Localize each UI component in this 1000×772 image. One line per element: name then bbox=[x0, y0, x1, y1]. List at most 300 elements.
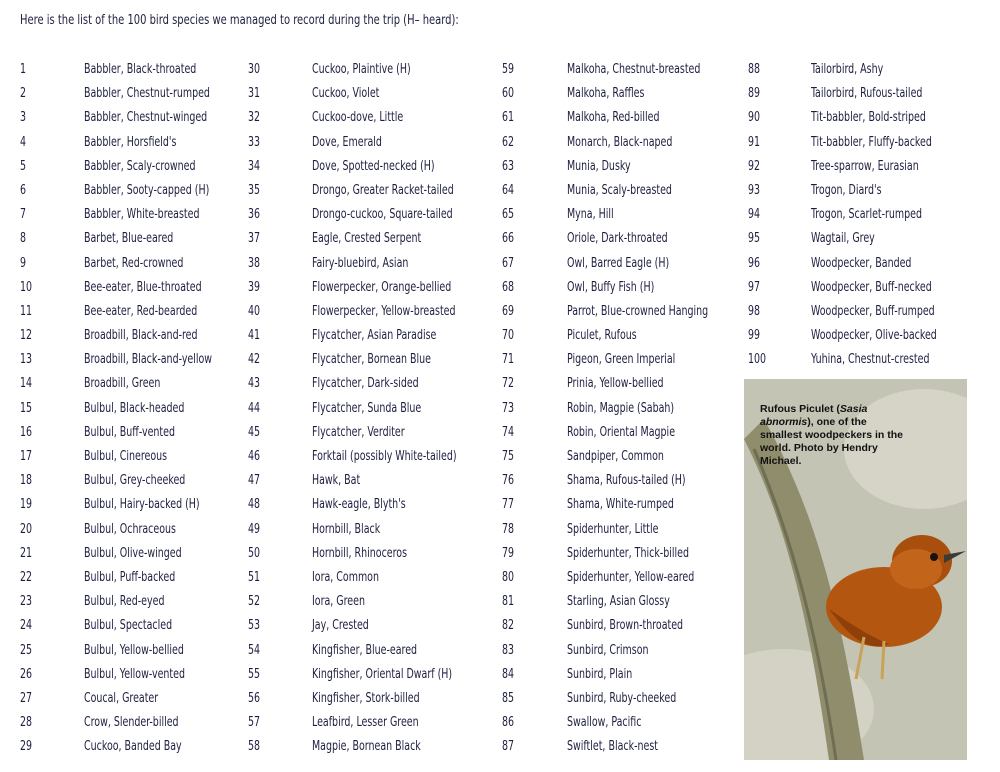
species-row bbox=[20, 251, 184, 275]
species-row bbox=[502, 638, 649, 662]
species-row bbox=[20, 178, 210, 202]
species-name: Parrot, Blue-crowned Hanging bbox=[567, 302, 709, 319]
species-number: 23 bbox=[20, 593, 33, 610]
rufous-piculet-photo bbox=[744, 379, 967, 760]
species-name: Bulbul, Grey-cheeked bbox=[84, 472, 186, 489]
species-row bbox=[748, 323, 937, 347]
species-name: Crow, Slender-billed bbox=[84, 714, 179, 731]
species-row bbox=[20, 686, 159, 710]
species-name: Bee-eater, Blue-throated bbox=[84, 278, 202, 295]
species-name: Flycatcher, Asian Paradise bbox=[312, 327, 437, 344]
species-name: Hornbill, Rhinoceros bbox=[312, 544, 408, 561]
species-row bbox=[502, 299, 709, 323]
species-row bbox=[502, 202, 614, 226]
species-name: Bulbul, Puff-backed bbox=[84, 568, 176, 585]
species-number: 63 bbox=[502, 157, 515, 174]
species-row bbox=[20, 396, 185, 420]
species-name: Babbler, Black-throated bbox=[84, 61, 197, 77]
species-number: 68 bbox=[502, 278, 515, 295]
species-name: Oriole, Dark-throated bbox=[567, 230, 668, 247]
species-row bbox=[248, 517, 381, 541]
species-number: 24 bbox=[20, 617, 33, 634]
species-name: Tit-babbler, Fluffy-backed bbox=[811, 133, 932, 150]
species-name: Robin, Oriental Magpie bbox=[567, 423, 676, 440]
species-row bbox=[748, 105, 926, 129]
species-number: 8 bbox=[20, 230, 27, 247]
species-number: 89 bbox=[748, 85, 761, 102]
species-row bbox=[248, 251, 409, 275]
species-number: 76 bbox=[502, 472, 515, 489]
species-row bbox=[502, 226, 668, 250]
species-number: 28 bbox=[20, 714, 33, 731]
species-name: Yuhina, Chestnut-crested bbox=[811, 351, 930, 368]
species-name: Bee-eater, Red-bearded bbox=[84, 302, 198, 319]
species-name: Spiderhunter, Yellow-eared bbox=[567, 568, 695, 585]
species-number: 44 bbox=[248, 399, 261, 416]
species-name: Starling, Asian Glossy bbox=[567, 593, 670, 610]
species-row bbox=[502, 734, 658, 758]
species-name: Bulbul, Yellow-vented bbox=[84, 665, 185, 682]
species-name: Bulbul, Cinereous bbox=[84, 448, 168, 464]
species-name: Flycatcher, Verditer bbox=[312, 423, 405, 440]
species-name: Trogon, Scarlet-rumped bbox=[811, 206, 923, 223]
species-number: 55 bbox=[248, 665, 261, 682]
species-row bbox=[248, 541, 408, 565]
species-number: 83 bbox=[502, 641, 515, 658]
species-number: 67 bbox=[502, 254, 515, 271]
species-name: Babbler, Chestnut-winged bbox=[84, 109, 208, 126]
species-name: Munia, Dusky bbox=[567, 157, 631, 174]
species-row bbox=[20, 517, 176, 541]
species-row bbox=[748, 154, 919, 178]
species-row bbox=[20, 541, 182, 565]
caption-text-before: Rufous Piculet ( bbox=[760, 403, 840, 415]
species-number: 29 bbox=[20, 738, 33, 755]
species-row bbox=[502, 154, 631, 178]
species-number: 39 bbox=[248, 278, 261, 295]
species-number: 92 bbox=[748, 157, 761, 174]
species-name: Bulbul, Spectacled bbox=[84, 617, 173, 634]
species-number: 33 bbox=[248, 133, 261, 150]
species-number: 47 bbox=[248, 472, 261, 489]
species-number: 66 bbox=[502, 230, 515, 247]
species-number: 93 bbox=[748, 181, 761, 198]
species-name: Piculet, Rufous bbox=[567, 327, 637, 344]
species-column bbox=[748, 57, 937, 371]
species-row bbox=[502, 662, 633, 686]
species-number: 74 bbox=[502, 423, 515, 440]
species-name: Cuckoo, Banded Bay bbox=[84, 738, 182, 755]
species-number: 73 bbox=[502, 399, 515, 416]
species-number: 2 bbox=[20, 85, 27, 102]
species-number: 15 bbox=[20, 399, 33, 416]
species-number: 65 bbox=[502, 206, 515, 223]
species-name: Shama, White-rumped bbox=[567, 496, 674, 513]
species-number: 34 bbox=[248, 157, 261, 174]
species-row bbox=[748, 57, 884, 81]
species-number: 27 bbox=[20, 689, 33, 706]
species-row bbox=[502, 323, 637, 347]
species-number: 90 bbox=[748, 109, 761, 126]
species-row bbox=[248, 613, 369, 637]
species-name: Hawk, Bat bbox=[312, 472, 361, 489]
species-row bbox=[748, 178, 882, 202]
species-row bbox=[748, 275, 932, 299]
species-number: 64 bbox=[502, 181, 515, 198]
species-number: 21 bbox=[20, 544, 33, 561]
species-row bbox=[20, 226, 174, 250]
species-row bbox=[502, 589, 670, 613]
species-name: Hawk-eagle, Blyth's bbox=[312, 496, 406, 513]
species-row bbox=[248, 57, 411, 81]
species-name: Owl, Barred Eagle (H) bbox=[567, 254, 670, 271]
species-number: 62 bbox=[502, 133, 515, 150]
species-number: 36 bbox=[248, 206, 261, 223]
species-row bbox=[748, 251, 912, 275]
species-name: Bulbul, Red-eyed bbox=[84, 593, 165, 610]
species-row bbox=[20, 662, 185, 686]
species-number: 43 bbox=[248, 375, 261, 392]
species-name: Magpie, Bornean Black bbox=[312, 738, 421, 755]
species-number: 84 bbox=[502, 665, 515, 682]
species-row bbox=[748, 81, 923, 105]
species-row bbox=[248, 734, 421, 758]
species-row bbox=[20, 275, 202, 299]
species-row bbox=[248, 710, 419, 734]
species-row bbox=[248, 589, 365, 613]
species-number: 37 bbox=[248, 230, 261, 247]
species-number: 12 bbox=[20, 327, 33, 344]
species-number: 82 bbox=[502, 617, 515, 634]
species-row bbox=[502, 565, 695, 589]
species-number: 19 bbox=[20, 496, 33, 513]
species-number: 18 bbox=[20, 472, 33, 489]
species-name: Tit-babbler, Bold-striped bbox=[811, 109, 926, 126]
species-number: 20 bbox=[20, 520, 33, 537]
species-row bbox=[248, 105, 404, 129]
species-row bbox=[20, 81, 210, 105]
species-number: 11 bbox=[20, 302, 33, 319]
species-row bbox=[20, 57, 197, 81]
species-number: 75 bbox=[502, 448, 515, 464]
species-name: Trogon, Diard's bbox=[811, 181, 882, 198]
species-name: Cuckoo-dove, Little bbox=[312, 109, 404, 126]
species-number: 81 bbox=[502, 593, 515, 610]
species-name: Babbler, Sooty-capped (H) bbox=[84, 181, 210, 198]
species-name: Pigeon, Green Imperial bbox=[567, 351, 676, 368]
species-row bbox=[748, 202, 923, 226]
species-number: 71 bbox=[502, 351, 515, 368]
species-column bbox=[20, 57, 213, 758]
species-row bbox=[20, 420, 175, 444]
species-name: Dove, Spotted-necked (H) bbox=[312, 157, 435, 174]
species-name: Sunbird, Crimson bbox=[567, 641, 649, 658]
species-name: Flycatcher, Dark-sided bbox=[312, 375, 419, 392]
species-number: 48 bbox=[248, 496, 261, 513]
species-row bbox=[248, 347, 431, 371]
species-number: 3 bbox=[20, 109, 27, 126]
species-row bbox=[20, 492, 200, 516]
species-row bbox=[20, 154, 196, 178]
species-name: Iora, Green bbox=[312, 593, 365, 610]
species-name: Kingfisher, Oriental Dwarf (H) bbox=[312, 665, 453, 682]
species-number: 35 bbox=[248, 181, 261, 198]
species-row bbox=[20, 299, 198, 323]
species-row bbox=[502, 275, 655, 299]
species-name: Dove, Emerald bbox=[312, 133, 382, 150]
species-name: Babbler, Horsfield's bbox=[84, 133, 177, 150]
species-number: 42 bbox=[248, 351, 261, 368]
species-number: 86 bbox=[502, 714, 515, 731]
species-row bbox=[20, 105, 208, 129]
species-row bbox=[248, 154, 435, 178]
species-name: Owl, Buffy Fish (H) bbox=[567, 278, 655, 295]
species-row bbox=[748, 130, 932, 154]
species-number: 31 bbox=[248, 85, 261, 102]
species-name: Woodpecker, Olive-backed bbox=[811, 327, 937, 344]
species-number: 9 bbox=[20, 254, 27, 271]
species-row bbox=[748, 226, 875, 250]
species-row bbox=[502, 347, 676, 371]
species-name: Iora, Common bbox=[312, 568, 379, 585]
species-row bbox=[502, 371, 664, 395]
species-number: 60 bbox=[502, 85, 515, 102]
species-row bbox=[20, 444, 168, 468]
species-row bbox=[248, 226, 422, 250]
species-number: 7 bbox=[20, 206, 27, 223]
species-name: Swiftlet, Black-nest bbox=[567, 738, 658, 755]
species-number: 95 bbox=[748, 230, 761, 247]
species-name: Spiderhunter, Thick-billed bbox=[567, 544, 689, 561]
species-number: 69 bbox=[502, 302, 515, 319]
species-row bbox=[248, 662, 453, 686]
species-row bbox=[20, 202, 200, 226]
species-number: 49 bbox=[248, 520, 261, 537]
species-number: 22 bbox=[20, 568, 33, 585]
species-row bbox=[20, 347, 213, 371]
species-name: Babbler, Scaly-crowned bbox=[84, 157, 196, 174]
species-name: Malkoha, Raffles bbox=[567, 85, 645, 102]
species-name: Prinia, Yellow-bellied bbox=[567, 375, 664, 392]
species-number: 88 bbox=[748, 61, 761, 77]
species-row bbox=[502, 492, 674, 516]
species-name: Spiderhunter, Little bbox=[567, 520, 659, 537]
species-number: 54 bbox=[248, 641, 261, 658]
species-number: 10 bbox=[20, 278, 33, 295]
species-number: 94 bbox=[748, 206, 761, 223]
species-row bbox=[20, 589, 165, 613]
species-number: 41 bbox=[248, 327, 261, 344]
species-name: Kingfisher, Blue-eared bbox=[312, 641, 418, 658]
species-row bbox=[502, 613, 684, 637]
species-row bbox=[748, 347, 930, 371]
species-row bbox=[502, 105, 660, 129]
species-number: 6 bbox=[20, 181, 27, 198]
species-number: 57 bbox=[248, 714, 261, 731]
species-row bbox=[502, 541, 689, 565]
species-number: 17 bbox=[20, 448, 33, 464]
species-name: Leafbird, Lesser Green bbox=[312, 714, 419, 731]
species-row bbox=[502, 251, 670, 275]
species-number: 91 bbox=[748, 133, 761, 150]
species-row bbox=[248, 396, 422, 420]
species-number: 87 bbox=[502, 738, 515, 755]
species-name: Eagle, Crested Serpent bbox=[312, 230, 422, 247]
species-row bbox=[502, 686, 677, 710]
species-row bbox=[20, 613, 173, 637]
species-number: 58 bbox=[248, 738, 261, 755]
species-name: Drongo-cuckoo, Square-tailed bbox=[312, 206, 453, 223]
species-number: 56 bbox=[248, 689, 261, 706]
species-name: Fairy-bluebird, Asian bbox=[312, 254, 409, 271]
species-row bbox=[502, 444, 664, 468]
species-name: Tailorbird, Ashy bbox=[811, 61, 884, 77]
species-number: 13 bbox=[20, 351, 33, 368]
species-name: Malkoha, Chestnut-breasted bbox=[567, 61, 701, 77]
species-number: 53 bbox=[248, 617, 261, 634]
species-row bbox=[20, 710, 179, 734]
species-number: 50 bbox=[248, 544, 261, 561]
species-name: Woodpecker, Banded bbox=[811, 254, 912, 271]
species-row bbox=[248, 202, 453, 226]
species-name: Wagtail, Grey bbox=[811, 230, 875, 247]
species-name: Munia, Scaly-breasted bbox=[567, 181, 672, 198]
species-number: 85 bbox=[502, 689, 515, 706]
species-row bbox=[20, 638, 184, 662]
species-row bbox=[248, 638, 418, 662]
species-name: Bulbul, Hairy-backed (H) bbox=[84, 496, 200, 513]
species-row bbox=[248, 492, 406, 516]
species-row bbox=[248, 468, 361, 492]
species-name: Forktail (possibly White-tailed) bbox=[312, 448, 457, 464]
intro-text: Here is the list of the 100 bird species we managed to record during the trip (H– heard): bbox=[20, 12, 459, 28]
species-row bbox=[502, 710, 642, 734]
species-name: Bulbul, Ochraceous bbox=[84, 520, 176, 537]
species-name: Drongo, Greater Racket-tailed bbox=[312, 181, 454, 198]
species-name: Babbler, White-breasted bbox=[84, 206, 200, 223]
species-number: 26 bbox=[20, 665, 33, 682]
species-name: Kingfisher, Stork-billed bbox=[312, 689, 420, 706]
species-row bbox=[20, 130, 177, 154]
species-number: 59 bbox=[502, 61, 515, 77]
species-row bbox=[248, 275, 452, 299]
species-name: Broadbill, Green bbox=[84, 375, 161, 392]
species-number: 32 bbox=[248, 109, 261, 126]
species-number: 46 bbox=[248, 448, 261, 464]
species-name: Myna, Hill bbox=[567, 206, 614, 223]
species-row bbox=[502, 81, 645, 105]
species-name: Woodpecker, Buff-necked bbox=[811, 278, 932, 295]
species-name: Cuckoo, Violet bbox=[312, 85, 380, 102]
species-row bbox=[248, 371, 419, 395]
species-name: Flowerpecker, Yellow-breasted bbox=[312, 302, 456, 319]
caption-scientific-name: Sasia abnormis bbox=[760, 403, 868, 428]
species-row bbox=[20, 734, 182, 758]
species-number: 97 bbox=[748, 278, 761, 295]
species-row bbox=[248, 299, 456, 323]
species-name: Sunbird, Plain bbox=[567, 665, 633, 682]
species-number: 45 bbox=[248, 423, 261, 440]
species-number: 72 bbox=[502, 375, 515, 392]
species-name: Shama, Rufous-tailed (H) bbox=[567, 472, 686, 489]
species-number: 80 bbox=[502, 568, 515, 585]
species-number: 25 bbox=[20, 641, 33, 658]
species-row bbox=[248, 323, 437, 347]
species-name: Flowerpecker, Orange-bellied bbox=[312, 278, 452, 295]
species-name: Sandpiper, Common bbox=[567, 448, 664, 464]
species-number: 99 bbox=[748, 327, 761, 344]
species-name: Bulbul, Buff-vented bbox=[84, 423, 175, 440]
species-row bbox=[20, 565, 176, 589]
species-number: 4 bbox=[20, 133, 27, 150]
species-number: 16 bbox=[20, 423, 33, 440]
species-row bbox=[248, 130, 382, 154]
species-name: Sunbird, Ruby-cheeked bbox=[567, 689, 677, 706]
species-name: Barbet, Red-crowned bbox=[84, 254, 184, 271]
species-column bbox=[502, 57, 709, 758]
species-row bbox=[502, 396, 675, 420]
species-number: 79 bbox=[502, 544, 515, 561]
species-name: Bulbul, Olive-winged bbox=[84, 544, 182, 561]
species-number: 30 bbox=[248, 61, 261, 77]
species-name: Robin, Magpie (Sabah) bbox=[567, 399, 675, 416]
species-name: Monarch, Black-naped bbox=[567, 133, 673, 150]
species-number: 77 bbox=[502, 496, 515, 513]
species-row bbox=[748, 299, 935, 323]
species-name: Hornbill, Black bbox=[312, 520, 381, 537]
species-number: 14 bbox=[20, 375, 33, 392]
species-name: Tree-sparrow, Eurasian bbox=[811, 157, 919, 174]
species-number: 70 bbox=[502, 327, 515, 344]
species-number: 96 bbox=[748, 254, 761, 271]
species-name: Barbet, Blue-eared bbox=[84, 230, 174, 247]
species-row bbox=[248, 81, 380, 105]
species-name: Broadbill, Black-and-yellow bbox=[84, 351, 213, 368]
species-name: Malkoha, Red-billed bbox=[567, 109, 660, 126]
species-column bbox=[248, 57, 457, 758]
species-row bbox=[248, 565, 379, 589]
species-name: Tailorbird, Rufous-tailed bbox=[811, 85, 923, 102]
species-number: 61 bbox=[502, 109, 515, 126]
species-number: 52 bbox=[248, 593, 261, 610]
species-row bbox=[248, 420, 405, 444]
species-name: Swallow, Pacific bbox=[567, 714, 642, 731]
species-name: Woodpecker, Buff-rumped bbox=[811, 302, 935, 319]
species-number: 38 bbox=[248, 254, 261, 271]
species-row bbox=[248, 444, 457, 468]
species-row bbox=[502, 178, 672, 202]
species-number: 1 bbox=[20, 61, 27, 77]
photo-caption bbox=[760, 403, 910, 468]
species-name: Coucal, Greater bbox=[84, 689, 159, 706]
species-name: Flycatcher, Sunda Blue bbox=[312, 399, 422, 416]
species-row bbox=[20, 371, 161, 395]
species-row bbox=[502, 57, 701, 81]
species-row bbox=[20, 323, 198, 347]
species-row bbox=[248, 686, 420, 710]
species-number: 5 bbox=[20, 157, 27, 174]
species-row bbox=[248, 178, 454, 202]
species-row bbox=[502, 468, 686, 492]
species-name: Babbler, Chestnut-rumped bbox=[84, 85, 210, 102]
species-number: 78 bbox=[502, 520, 515, 537]
species-number: 40 bbox=[248, 302, 261, 319]
species-name: Sunbird, Brown-throated bbox=[567, 617, 684, 634]
species-name: Bulbul, Black-headed bbox=[84, 399, 185, 416]
caption-text-after: ), one of the smallest woodpeckers in the world. Photo by Hendry Michael. bbox=[760, 416, 903, 467]
species-name: Bulbul, Yellow-bellied bbox=[84, 641, 184, 658]
species-number: 51 bbox=[248, 568, 261, 585]
